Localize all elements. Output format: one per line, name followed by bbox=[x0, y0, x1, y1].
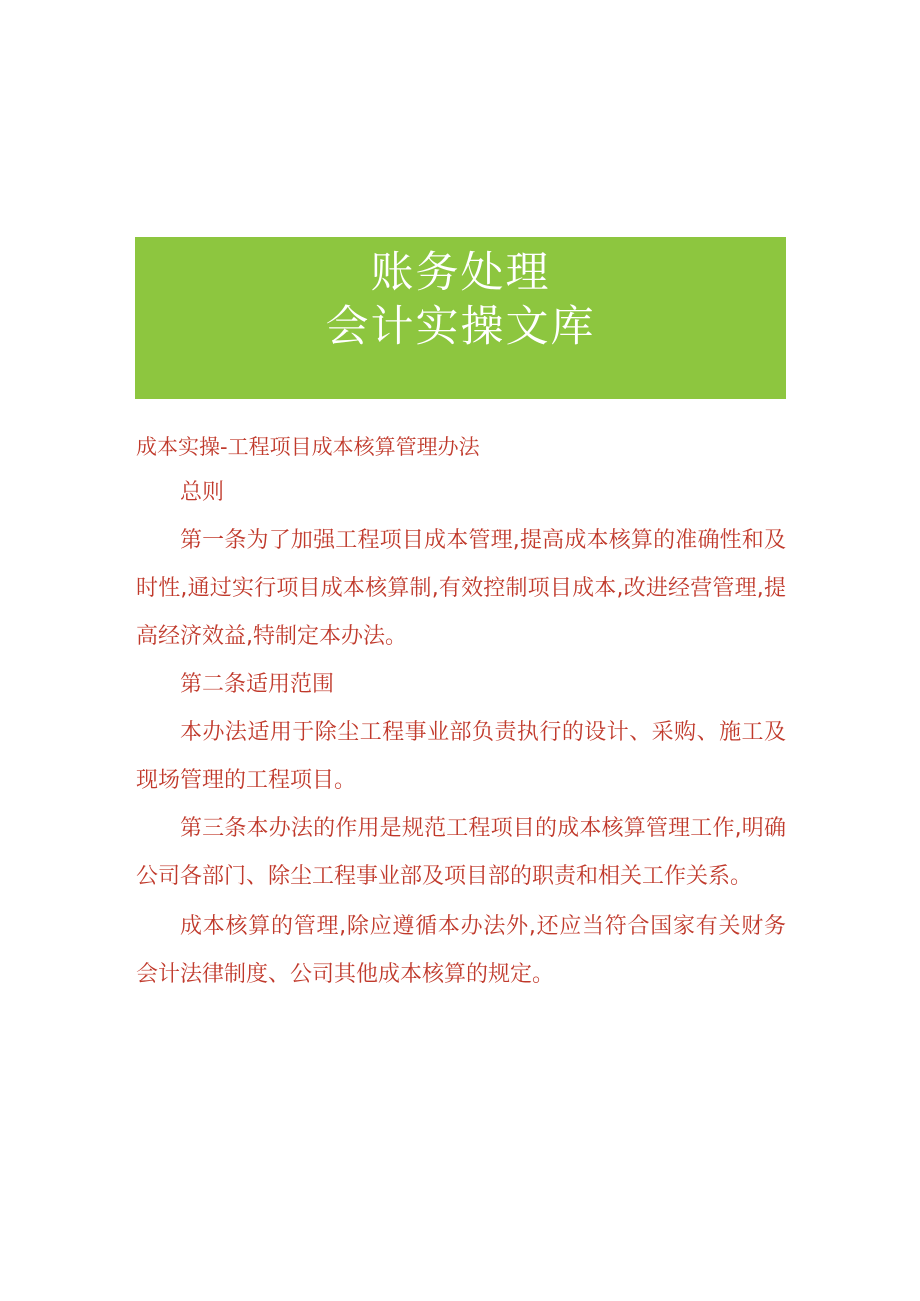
paragraph-general: 总则 bbox=[180, 480, 225, 505]
banner-title-line2: 会计实操文库 bbox=[325, 302, 596, 352]
header-banner bbox=[135, 237, 786, 399]
paragraph-article-2: 第二条适用范围 bbox=[180, 672, 335, 697]
paragraph-article-1: 第一条为了加强工程项目成本管理,提高成本核算的准确性和及时性,通过实行项目成本核算制,有效控制项目成本,改进经营管理,提高经济效益,特制定本办法。 bbox=[136, 528, 786, 649]
document-title: 成本实操-工程项目成本核算管理办法 bbox=[136, 435, 480, 459]
paragraph-compliance: 成本核算的管理,除应遵循本办法外,还应当符合国家有关财务会计法律制度、公司其他成本核算的规定。 bbox=[136, 914, 786, 987]
banner-title-line1: 账务处理 bbox=[370, 248, 551, 298]
document-body bbox=[136, 425, 786, 999]
paragraph-article-3: 第三条本办法的作用是规范工程项目的成本核算管理工作,明确公司各部门、除尘工程事业部及项目部的职责和相关工作关系。 bbox=[136, 816, 786, 889]
paragraph-scope: 本办法适用于除尘工程事业部负责执行的设计、采购、施工及现场管理的工程项目。 bbox=[136, 720, 786, 793]
